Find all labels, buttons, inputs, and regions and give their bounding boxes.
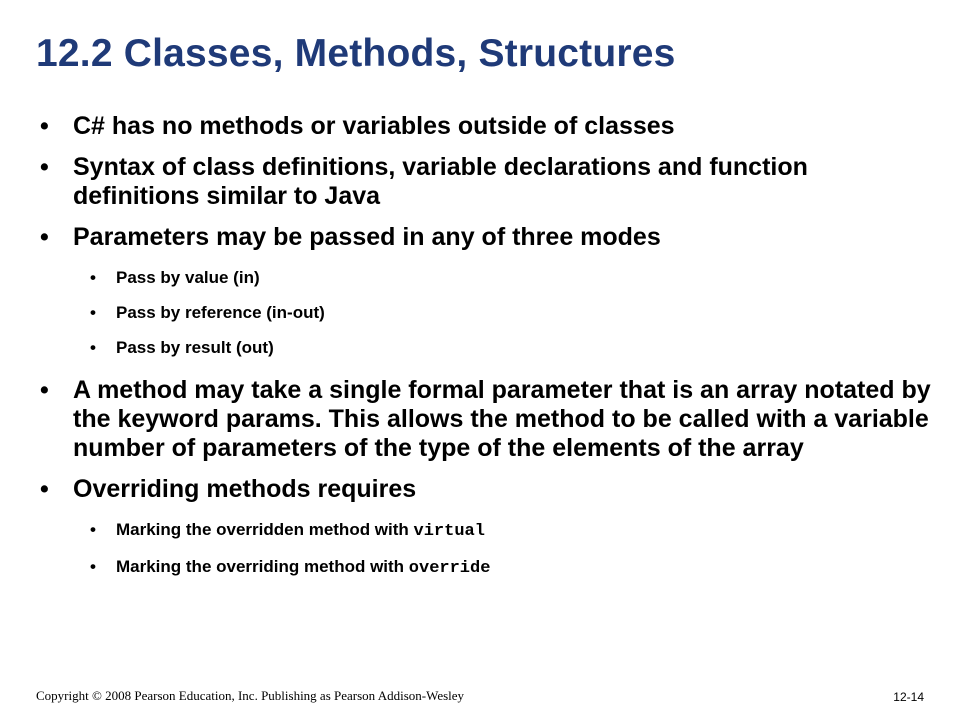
bullet-dot: • — [90, 520, 96, 539]
bullet-text: A method may take a single formal parameter that is an array notated by the keyword params. This allows the method to be called with a variable number of parameters of the type of the elements of the array — [73, 376, 931, 462]
bullet-text: Syntax of class definitions, variable declarations and function definitions similar to Java — [73, 153, 808, 210]
bullet-dot: • — [40, 223, 49, 251]
bullet-dot: • — [90, 557, 96, 576]
bullet-dot: • — [40, 475, 49, 503]
bullet-dot: • — [40, 153, 49, 181]
bullet-item — [40, 475, 940, 504]
bullet-text: Overriding methods requires — [73, 475, 417, 503]
sub-bullet-text: Pass by reference (in-out) — [116, 303, 325, 322]
sub-bullet-item — [40, 303, 940, 323]
copyright-footer: Copyright © 2008 Pearson Education, Inc. Publishing as Pearson Addison-Wesley — [36, 688, 465, 703]
sub-bullet-text: Marking the overriding method with — [116, 557, 409, 576]
bullet-dot: • — [90, 303, 96, 322]
sub-bullet-text: Pass by value (in) — [116, 268, 260, 287]
bullet-item — [40, 223, 940, 252]
sub-bullet-text: Marking the overridden method with — [116, 520, 414, 539]
bullet-dot: • — [40, 112, 49, 140]
bullet-dot: • — [90, 268, 96, 287]
page-number: 12-14 — [893, 690, 924, 704]
code-keyword: virtual — [413, 522, 485, 541]
sub-bullet-text: Pass by result (out) — [116, 338, 274, 357]
bullet-dot: • — [40, 376, 49, 404]
bullet-text: Parameters may be passed in any of three modes — [73, 223, 661, 251]
bullet-dot: • — [90, 338, 96, 357]
bullet-item — [40, 112, 940, 141]
slide-body — [40, 112, 940, 594]
sub-bullet-item — [40, 520, 940, 542]
slide-title: 12.2 Classes, Methods, Structures — [36, 32, 676, 75]
bullet-item — [40, 376, 940, 463]
sub-bullet-item — [40, 268, 940, 288]
sub-bullet-item — [40, 338, 940, 358]
bullet-item — [40, 153, 940, 211]
sub-bullet-item — [40, 557, 940, 579]
code-keyword: override — [408, 559, 491, 578]
bullet-text: C# has no methods or variables outside of classes — [73, 112, 675, 140]
